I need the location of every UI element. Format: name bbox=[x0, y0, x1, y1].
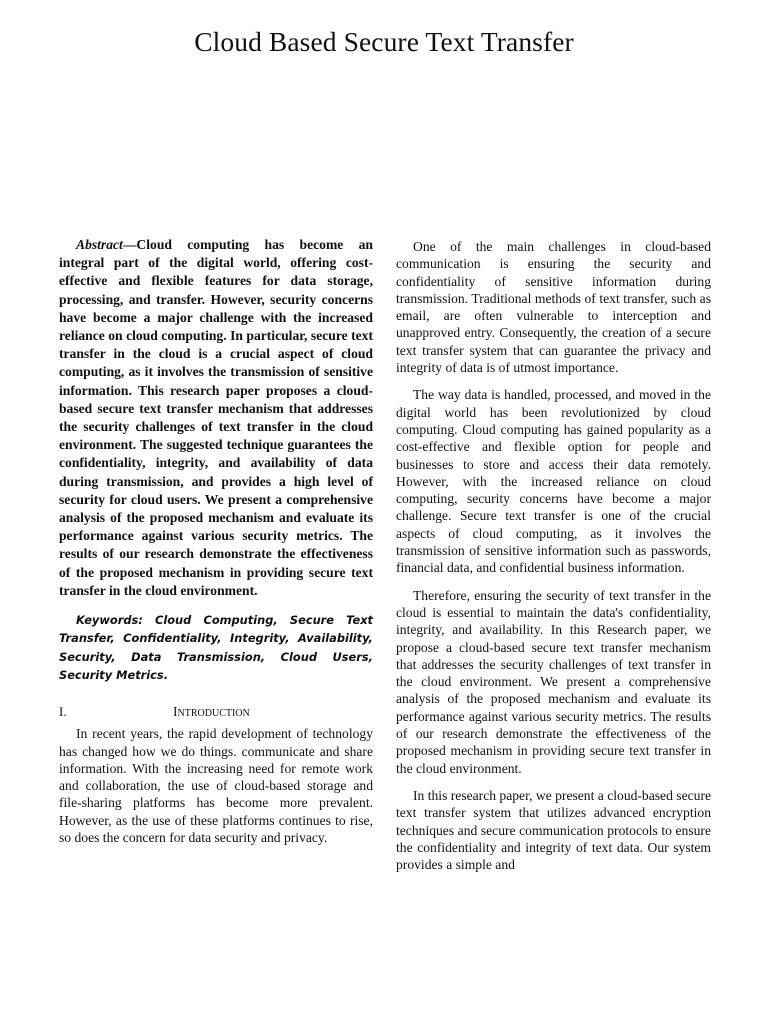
section-heading bbox=[59, 703, 373, 725]
abstract-dash: — bbox=[122, 237, 137, 252]
intro-paragraph: In recent years, the rapid development of technology has changed how we do things. communicate and share information. With the increasing need for remote work and collaboration, the use of cloud-based storage and file-sharing platforms has become more prevalent. However, as the use of these platforms continues to rise, so does the concern for data security and privacy. bbox=[59, 726, 373, 846]
body-paragraph: One of the main challenges in cloud-based communication is ensuring the security and confidentiality of sensitive information during transmission. Traditional methods of text transfer, such as email, are often vulnerable to interception and unapproved entry. Consequently, the creation of a secure text transfer system that can guarantee the privacy and integrity of data is of utmost importance. bbox=[396, 239, 711, 376]
abstract-paragraph bbox=[59, 236, 373, 600]
body-paragraph: Therefore, ensuring the security of text transfer in the cloud is essential to maintain the data's confidentiality, integrity, and availability. In this Research paper, we propose a cloud-based secure text transfer mechanism that addresses the security challenges of text transfer in the cloud environment. We present a comprehensive analysis of the proposed mechanism and evaluate its performance against various security metrics. The results of our research demonstrate the effectiveness of the proposed mechanism in providing secure text transfer in the cloud environment. bbox=[396, 587, 711, 776]
abstract-label: Abstract bbox=[76, 237, 123, 252]
section-number: I. bbox=[59, 704, 67, 720]
abstract-text: Cloud computing has become an integral part of the digital world, offering cost-effective and flexible features for data storage, processing, and transfer. However, security concerns have become a major challenge with the increased reliance on cloud computing. In particular, secure text transfer in the cloud is a crucial aspect of cloud computing, as it involves the transmission of sensitive information. This research paper proposes a cloud-based secure text transfer mechanism that addresses the security challenges of text transfer in the cloud environment. The suggested technique guarantees the confidentiality, integrity, and availability of data during transmission, and provides a high level of security for cloud users. We present a comprehensive analysis of the proposed mechanism and evaluate its performance against various security metrics. The results of our research demonstrate the effectiveness of the proposed mechanism in providing secure text transfer in the cloud environment. bbox=[59, 237, 373, 598]
body-paragraph: In this research paper, we present a cloud-based secure text transfer system that utilizes advanced encryption techniques and secure communication protocols to ensure the confidentiality and integrity of text data. Our system provides a simple and bbox=[396, 787, 712, 873]
left-column bbox=[59, 236, 373, 846]
keywords-paragraph: Keywords: Cloud Computing, Secure Text Transfer, Confidentiality, Integrity, Availability, Security, Data Transmission, Cloud Users, Security Metrics. bbox=[59, 613, 373, 682]
body-paragraph: The way data is handled, processed, and moved in the digital world has been revolutionized by cloud computing. Cloud computing has gained popularity as a cost-effective and flexible option for people and businesses to store and access their data remotely. However, with the increased reliance on cloud computing, security concerns have become a major challenge. Secure text transfer is one of the crucial aspects of cloud computing, as it involves the transmission of sensitive information such as passwords, financial data, and confidential business information. bbox=[396, 387, 711, 576]
right-column bbox=[396, 236, 711, 883]
paper-title: Cloud Based Secure Text Transfer bbox=[194, 26, 574, 57]
section-title: Introduction bbox=[173, 704, 250, 720]
